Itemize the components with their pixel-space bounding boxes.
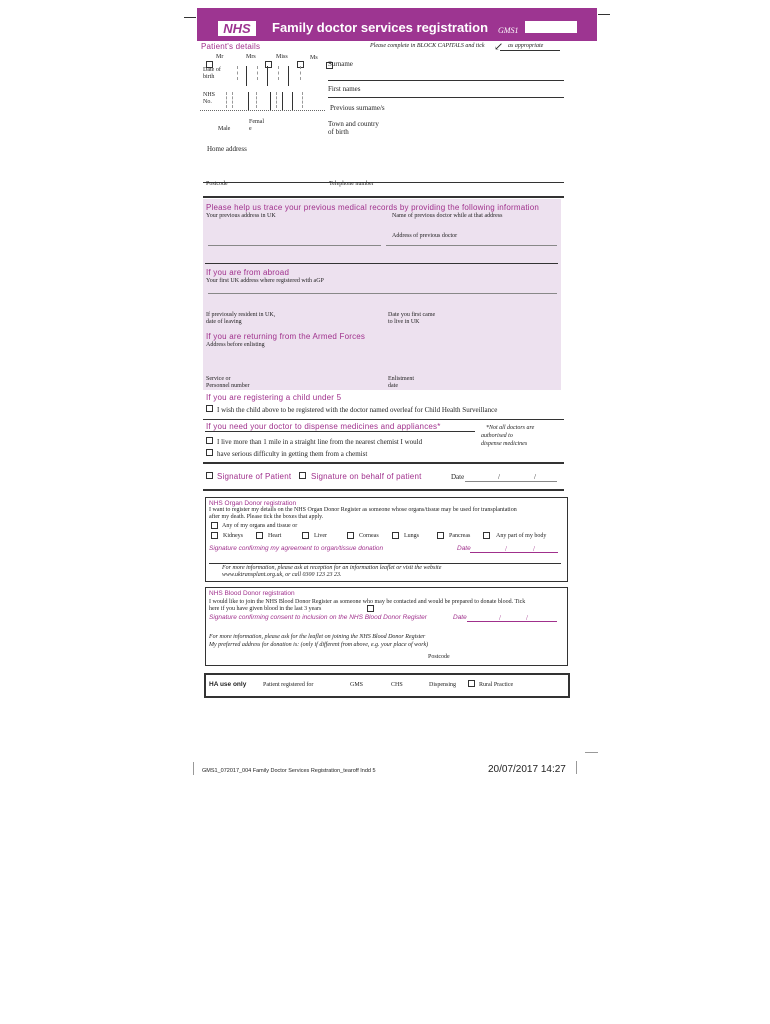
male-label: Male	[218, 126, 231, 132]
heart-label: Heart	[268, 533, 282, 539]
signature-date-label: Date	[451, 473, 465, 481]
liver-checkbox[interactable]	[302, 532, 309, 539]
dispense-note-3: dispense medicines	[481, 441, 528, 447]
any-part-checkbox[interactable]	[483, 532, 490, 539]
trace-records-title: Please help us trace your previous medical records by providing the following information	[206, 203, 540, 212]
crop-mark	[576, 761, 577, 774]
section-divider	[203, 462, 564, 464]
organ-date-label: Date	[457, 545, 471, 552]
dob-label: Date of birth	[203, 67, 221, 80]
patient-signature-label: Signature of Patient	[217, 472, 292, 481]
reference-box[interactable]	[525, 21, 577, 33]
nhs-logo: NHS	[218, 21, 256, 36]
instruction-text: Please complete in BLOCK CAPITALS and tick	[370, 43, 485, 49]
organ-donor-text: I want to register my details on the NHS Organ Donor Register as someone whose organs/tissue may be used for transplantation	[209, 507, 517, 513]
divider	[205, 263, 558, 264]
dispense-difficulty-checkbox[interactable]	[206, 449, 213, 456]
crop-mark	[585, 752, 598, 753]
chs-label: CHS	[391, 682, 403, 688]
pancreas-checkbox[interactable]	[437, 532, 444, 539]
ha-use-box	[204, 673, 570, 698]
blood-donor-text-2: here if you have given blood in the last 3 years	[209, 606, 322, 612]
previous-doctor-label: Name of previous doctor while at that address	[392, 213, 503, 219]
gms-label: GMS	[350, 682, 364, 688]
rural-practice-checkbox[interactable]	[468, 680, 475, 687]
date-of-leaving-label-end: date of leaving	[206, 319, 242, 325]
postcode-label: Postcode	[206, 181, 228, 187]
instruction-text-end: as appropriate	[508, 43, 544, 49]
section-divider	[203, 196, 564, 198]
abroad-title: If you are from abroad	[206, 268, 290, 277]
divider	[500, 50, 560, 51]
organ-date-field[interactable]	[470, 552, 558, 553]
divider	[200, 110, 325, 111]
enlistment-date-label: Enlistment	[388, 376, 414, 382]
organ-info-text-2: www.uktransplant.org.uk, or call 0300 123 23 23.	[222, 572, 342, 578]
patient-registered-label: Patient registered for	[263, 682, 314, 688]
organ-info-text: For more information, please ask at reception for an information leaflet or visit the website	[222, 565, 442, 571]
date-came-label: Date you first came	[388, 312, 436, 318]
previous-address-field[interactable]	[208, 245, 381, 246]
dispense-distance-checkbox[interactable]	[206, 437, 213, 444]
date-separator: /	[498, 473, 500, 481]
surname-field[interactable]	[328, 80, 564, 81]
date-of-leaving-label: If previously resident in UK,	[206, 312, 276, 318]
date-separator: /	[505, 545, 507, 553]
town-of-birth-label: Town and country	[328, 120, 379, 128]
dispense-distance-label: I live more than 1 mile in a straight line from the nearest chemist I would	[217, 438, 423, 446]
previous-records-panel	[203, 199, 561, 390]
town-of-birth-label-end: of birth	[328, 128, 349, 136]
liver-label: Liver	[314, 533, 327, 539]
date-separator: /	[534, 473, 536, 481]
organ-donor-title: NHS Organ Donor registration	[209, 500, 297, 507]
blood-date-field[interactable]	[467, 621, 557, 622]
blood-info-text-2: My preferred address for donation is: (only if different from above, e.g. your place of work)	[209, 642, 429, 648]
child-title: If you are registering a child under 5	[206, 393, 342, 402]
blood-signature-label: Signature confirming consent to inclusion on the NHS Blood Donor Register	[209, 614, 427, 621]
previous-surname-label: Previous surname/s	[330, 104, 385, 112]
any-organ-label: Any of my organs and tissue or	[222, 523, 298, 529]
service-number-label-end: Personnel number	[206, 383, 250, 389]
ha-use-label: HA use only	[209, 681, 247, 688]
crop-mark	[184, 17, 196, 18]
corneas-checkbox[interactable]	[347, 532, 354, 539]
date-separator: /	[499, 614, 501, 622]
enlistment-date-label-end: date	[388, 383, 398, 389]
any-organ-checkbox[interactable]	[211, 522, 218, 529]
child-surveillance-label: I wish the child above to be registered with the doctor named overleaf for Child Health Surveillance	[217, 406, 498, 414]
blood-postcode-label: Postcode	[428, 654, 450, 660]
kidneys-label: Kidneys	[223, 533, 243, 539]
date-came-label-end: to live in UK	[388, 319, 420, 325]
organ-signature-label: Signature confirming my agreement to organ/tissue donation	[209, 545, 384, 552]
date-separator: /	[526, 614, 528, 622]
dispense-note-2: authorised to	[481, 433, 513, 439]
dispense-title: If you need your doctor to dispense medicines and appliances*	[206, 422, 441, 431]
blood-info-text: For more information, please ask for the leaflet on joining the NHS Blood Donor Register	[209, 634, 426, 640]
home-address-field[interactable]	[203, 182, 564, 183]
heart-checkbox[interactable]	[256, 532, 263, 539]
rural-practice-label: Rural Practice	[479, 682, 514, 688]
armed-forces-title: If you are returning from the Armed Forces	[206, 332, 366, 341]
lungs-checkbox[interactable]	[392, 532, 399, 539]
form-title: Family doctor services registration	[272, 20, 489, 35]
behalf-signature-checkbox[interactable]	[299, 472, 306, 479]
title-miss: Miss	[276, 54, 288, 60]
title-ms: Ms	[310, 55, 318, 61]
patient-signature-checkbox[interactable]	[206, 472, 213, 479]
form-code: GMS1	[498, 26, 519, 35]
surname-label: Surname	[328, 60, 353, 68]
organ-donor-text-2: after my death. Please tick the boxes that apply.	[209, 514, 324, 520]
divider	[205, 431, 475, 432]
blood-donor-text: I would like to join the NHS Blood Donor Register as someone who may be contacted and would be prepared to donate blood. Tick	[209, 599, 526, 605]
corneas-label: Corneas	[359, 533, 379, 539]
organ-signature-field[interactable]	[209, 563, 561, 564]
date-separator: /	[533, 545, 535, 553]
crop-mark	[598, 14, 610, 15]
first-uk-address-label: Your first UK address where registered with aGP	[206, 278, 324, 284]
patient-details-title: Patient's details	[201, 42, 261, 51]
tick-arrow-icon: ↙	[494, 41, 504, 53]
blood-date-label: Date	[453, 614, 467, 621]
telephone-label: Telephone number	[329, 181, 374, 187]
doctor-address-field[interactable]	[386, 245, 557, 246]
first-names-field[interactable]	[328, 97, 564, 98]
divider	[203, 419, 564, 420]
dispense-difficulty-label: have serious difficulty in getting them from a chemist	[217, 450, 368, 458]
behalf-signature-label: Signature on behalf of patient	[311, 472, 422, 481]
any-part-label: Any part of my body	[496, 533, 547, 539]
service-number-label: Service or	[206, 376, 231, 382]
dispensing-label: Dispensing	[429, 682, 456, 688]
doctor-address-label: Address of previous doctor	[392, 233, 458, 239]
kidneys-checkbox[interactable]	[211, 532, 218, 539]
section-divider	[203, 489, 564, 491]
title-mr: Mr	[216, 54, 224, 60]
pancreas-label: Pancreas	[449, 533, 471, 539]
nhs-number-field[interactable]	[220, 92, 320, 110]
address-before-enlisting-label: Address before enlisting	[206, 342, 265, 348]
home-address-label: Home address	[207, 145, 247, 153]
footer-filename: GMS1_072017_004 Family Doctor Services Registration_tearoff Indd 5	[202, 768, 376, 774]
dispense-note: *Not all doctors are	[486, 425, 535, 431]
female-label-end: e	[249, 126, 252, 132]
first-uk-address-field[interactable]	[208, 293, 557, 294]
dob-field[interactable]	[232, 66, 322, 80]
female-label: Femal	[249, 119, 264, 125]
given-blood-checkbox[interactable]	[367, 605, 374, 612]
child-surveillance-checkbox[interactable]	[206, 405, 213, 412]
blood-donor-title: NHS Blood Donor registration	[209, 590, 295, 597]
footer-timestamp: 20/07/2017 14:27	[488, 764, 566, 775]
title-mrs: Mrs	[246, 54, 256, 60]
first-names-label: First names	[328, 85, 361, 93]
nhs-no-label: NHS No.	[203, 92, 216, 105]
lungs-label: Lungs	[404, 533, 419, 539]
previous-address-label: Your previous address in UK	[206, 213, 276, 219]
signature-date-field[interactable]	[465, 481, 557, 482]
crop-mark	[193, 762, 194, 775]
